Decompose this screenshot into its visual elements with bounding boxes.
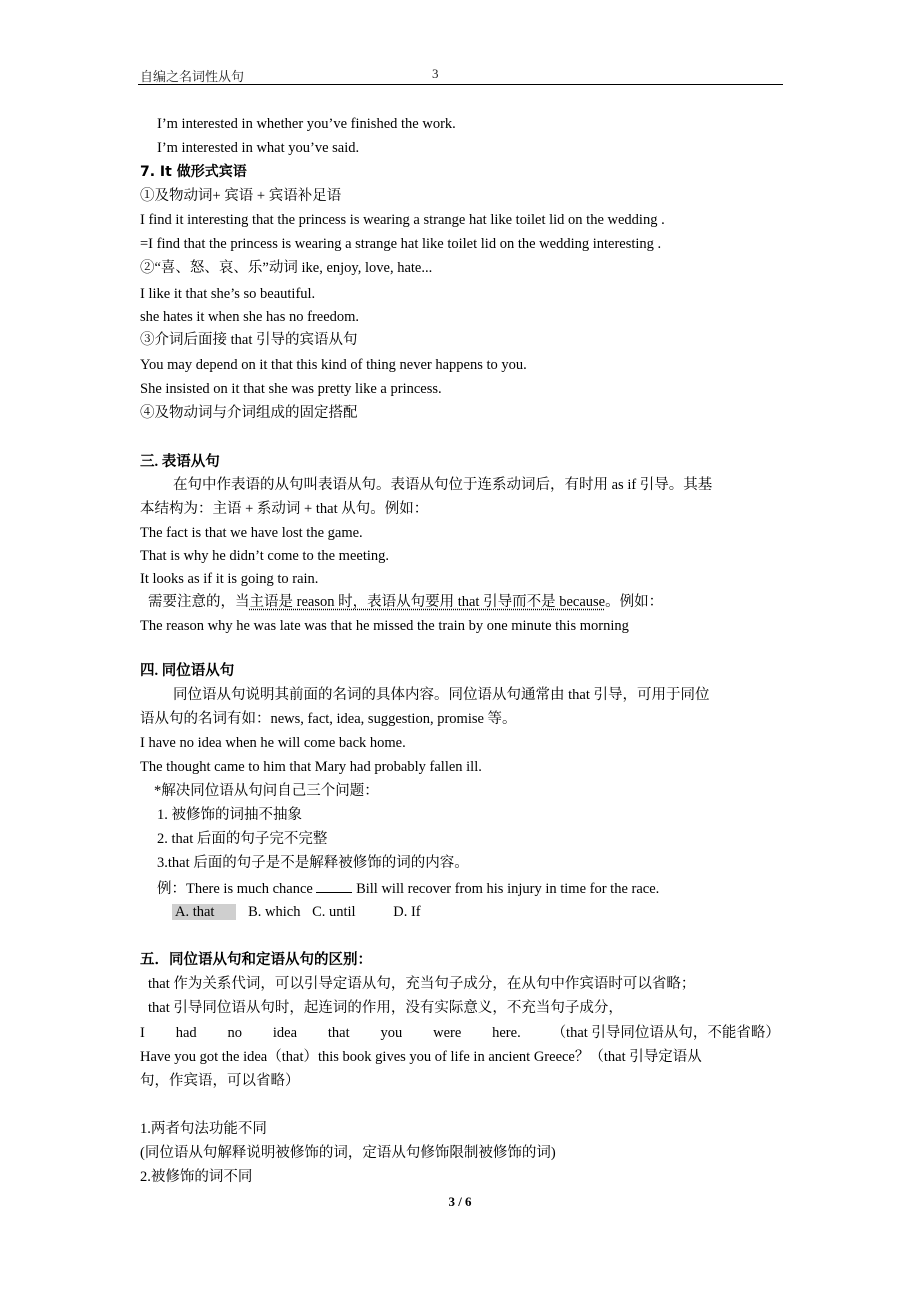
list-item: 2. that 后面的句子完不完整 — [157, 831, 328, 847]
options-line — [172, 902, 421, 922]
word: that — [327, 1025, 350, 1041]
text-line: *解决同位语从句问自己三个问题： — [154, 783, 379, 799]
note-emphasis: 主语是 reason 时，表语从句要用 that 引导而不是 because — [249, 594, 606, 610]
text-line: I find it interesting that the princess is wearing a strange hat like toilet lid on the wedding . — [140, 212, 665, 228]
list-item: 1. 被修饰的词抽不抽象 — [157, 807, 302, 823]
text-line: I’m interested in whether you’ve finished the work. — [157, 116, 456, 132]
text-line: 1.两者句法功能不同 — [140, 1121, 267, 1137]
text-line: (同位语从句解释说明被修饰的词，定语从句修饰限制被修饰的词) — [140, 1145, 556, 1161]
option-b: B. which — [248, 904, 301, 920]
header-divider — [138, 84, 783, 85]
section-heading-3: 三. 表语从句 — [140, 454, 220, 470]
text-line: ④及物动词与介词组成的固定搭配 — [140, 405, 358, 421]
word: you — [380, 1025, 403, 1041]
word: here. — [492, 1025, 521, 1041]
exercise-prefix: 例：There is much chance — [157, 881, 313, 897]
text-line: I like it that she’s so beautiful. — [140, 286, 316, 302]
text-line: ③介词后面接 that 引导的宾语从句 — [140, 332, 358, 348]
text-line: The thought came to him that Mary had probably fallen ill. — [140, 759, 482, 775]
list-item: 3.that 后面的句子是不是解释被修饰的词的内容。 — [157, 855, 469, 871]
paragraph-line: 同位语从句说明其前面的名词的具体内容。同位语从句通常由 that 引导，可用于同位 — [173, 687, 710, 703]
word: were — [433, 1025, 462, 1041]
option-d: D. If — [393, 904, 421, 920]
text-line: 2.被修饰的词不同 — [140, 1169, 253, 1185]
exercise-line — [157, 878, 659, 899]
section-heading-5: 五．同位语从句和定语从句的区别： — [140, 952, 372, 968]
note-prefix: 需要注意的，当 — [148, 594, 250, 610]
option-c: C. until — [312, 904, 356, 920]
page-footer: 3 / 6 — [448, 1194, 472, 1209]
answer-blank — [316, 878, 352, 893]
text-line: she hates it when she has no freedom. — [140, 309, 360, 325]
text-line: I’m interested in what you’ve said. — [157, 140, 360, 156]
header-title: 自编之名词性从句 — [140, 69, 245, 84]
note-suffix: 。例如： — [605, 594, 664, 610]
word: I — [140, 1025, 145, 1041]
text-line: You may depend on it that this kind of thing never happens to you. — [140, 357, 527, 373]
word: （that 引导同位语从句，不能省略） — [551, 1025, 780, 1041]
paragraph-line: 本结构为：主语 + 系动词 + that 从句。例如： — [140, 501, 429, 517]
section-heading-4: 四. 同位语从句 — [140, 663, 235, 679]
note-line — [148, 592, 663, 612]
paragraph-line: that 作为关系代词，可以引导定语从句，充当句子成分，在从句中作宾语时可以省略； — [148, 976, 696, 992]
text-line: ①及物动词+ 宾语 + 宾语补足语 — [140, 188, 342, 204]
text-line: I have no idea when he will come back home. — [140, 735, 406, 751]
text-line: 句，作宾语，可以省略） — [140, 1073, 300, 1089]
word: idea — [272, 1025, 298, 1041]
text-line: Have you got the idea（that）this book gives you of life in ancient Greece？（that 引导定语从 — [140, 1049, 702, 1065]
header-page-number: 3 — [432, 66, 439, 81]
text-line: =I find that the princess is wearing a strange hat like toilet lid on the wedding interesting . — [140, 236, 662, 252]
section-heading-7: 7. It 做形式宾语 — [140, 164, 247, 180]
word: had — [175, 1025, 197, 1041]
text-line: ②“喜、怒、哀、乐”动词 ike, enjoy, love, hate... — [140, 260, 433, 276]
paragraph-line: 在句中作表语的从句叫表语从句。表语从句位于连系动词后，有时用 as if 引导。其基 — [173, 477, 713, 493]
text-line: The reason why he was late was that he missed the train by one minute this morning — [140, 618, 629, 634]
option-a: A. that — [172, 904, 236, 920]
paragraph-line: 语从句的名词有如：news, fact, idea, suggestion, promise 等。 — [140, 711, 517, 727]
paragraph-line: that 引导同位语从句时，起连词的作用，没有实际意义，不充当句子成分， — [148, 1000, 623, 1016]
text-line: It looks as if it is going to rain. — [140, 571, 319, 587]
word: no — [227, 1025, 242, 1041]
text-line: The fact is that we have lost the game. — [140, 525, 363, 541]
exercise-suffix: Bill will recover from his injury in time for the race. — [356, 881, 660, 897]
justified-example-line — [140, 1023, 780, 1043]
text-line: That is why he didn’t come to the meeting. — [140, 548, 389, 564]
text-line: She insisted on it that she was pretty like a princess. — [140, 381, 442, 397]
